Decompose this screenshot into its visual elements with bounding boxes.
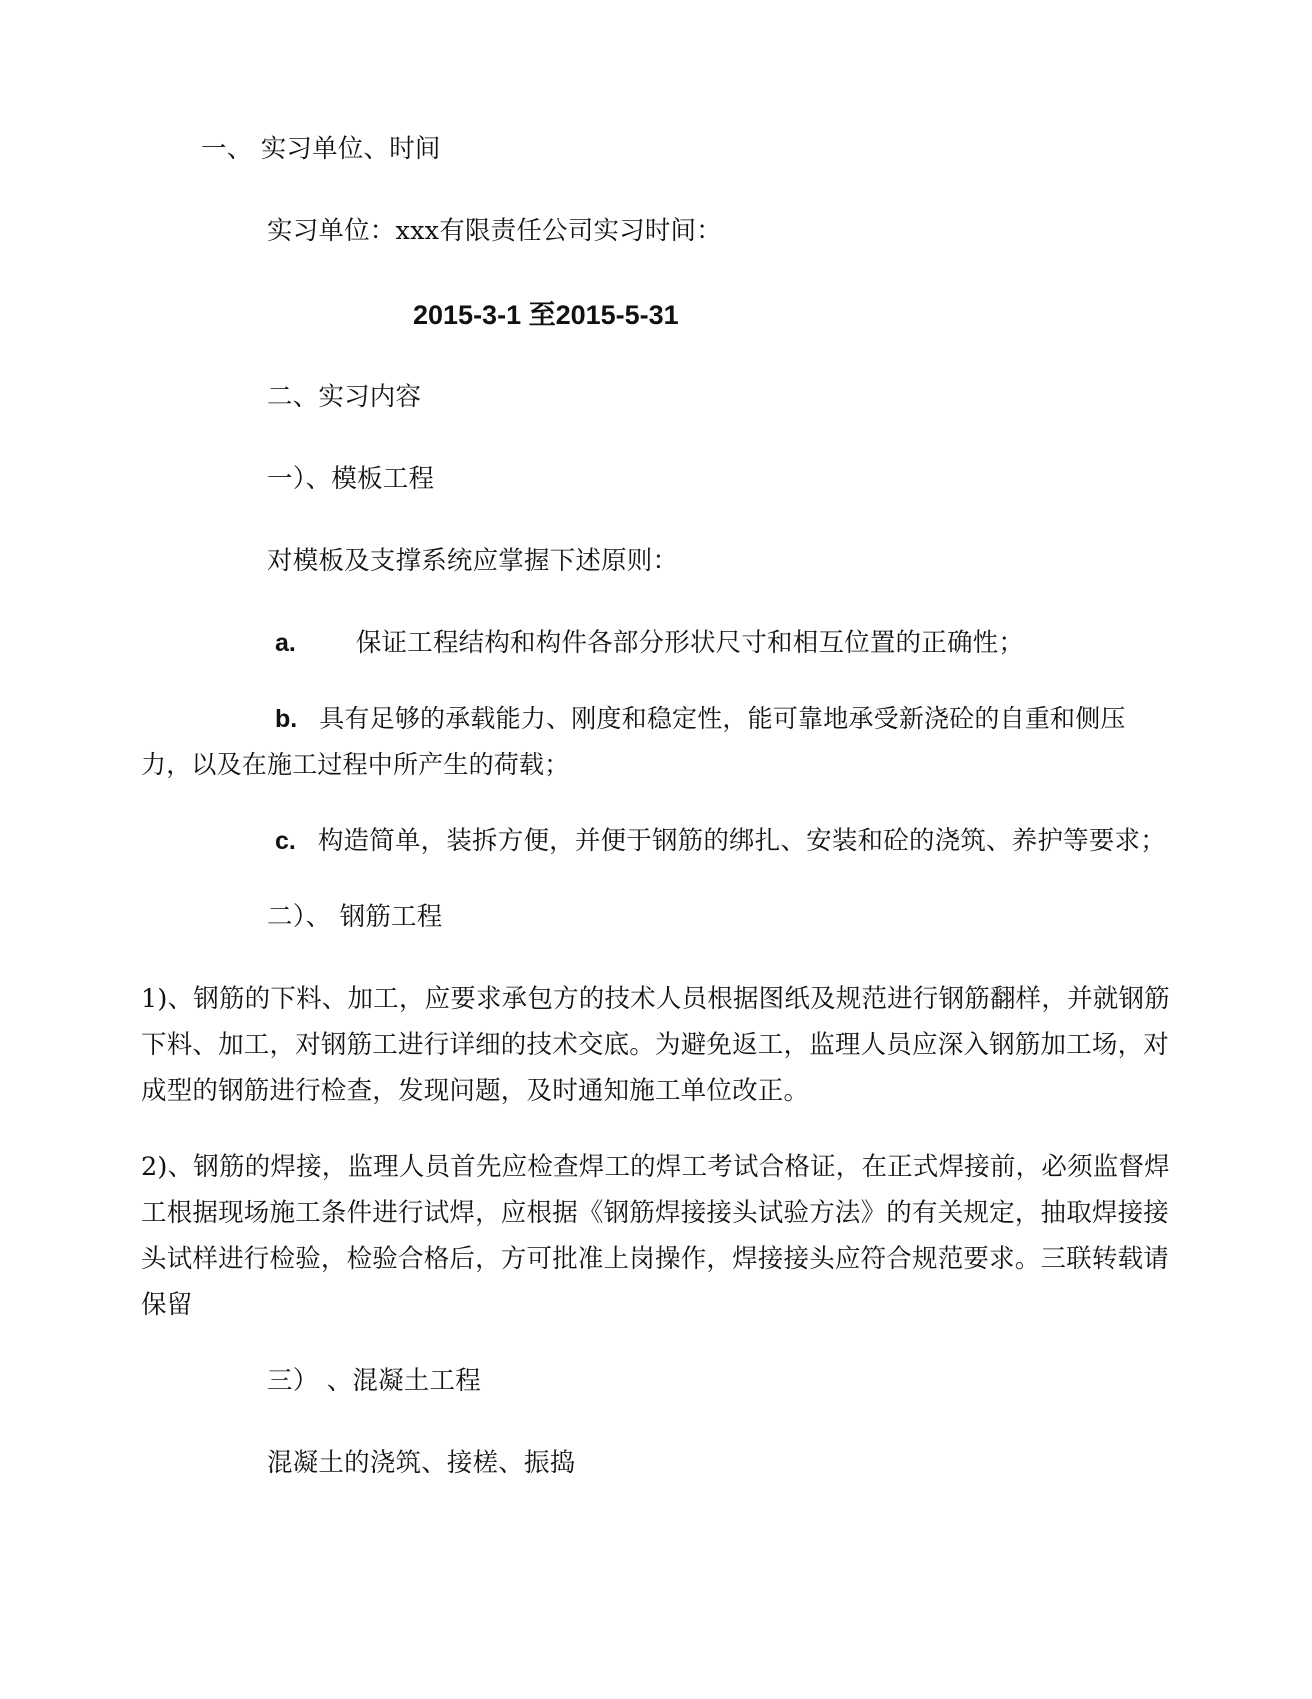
internship-unit-line: 实习单位：xxx有限责任公司实习时间： — [267, 216, 722, 246]
list-item-c-text: 构造简单，装拆方便，并便于钢筋的绑扎、安装和砼的浇筑、养护等要求； — [317, 826, 1166, 856]
list-marker-1: 1)、 — [141, 984, 194, 1014]
list-marker-b: b. — [275, 705, 298, 733]
list-item-1 — [141, 976, 1171, 1114]
list-marker-c: c. — [275, 827, 296, 855]
list-item-2 — [141, 1144, 1171, 1328]
list-item-a — [141, 620, 1171, 666]
subsection-heading-formwork: 一）、模板工程 — [267, 464, 435, 494]
section-heading-1: 一、 实习单位、时间 — [201, 134, 441, 164]
list-item-1-text: 钢筋的下料、加工，应要求承包方的技术人员根据图纸及规范进行钢筋翻样，并就钢筋下料、加工，对钢筋工进行详细的技术交底。为避免返工，监理人员应深入钢筋加工场，对成型的钢筋进行检查，发现问题，及时通知施工单位改正。 — [141, 984, 1170, 1106]
subsection-heading-rebar: 二）、 钢筋工程 — [267, 902, 443, 932]
list-item-c — [141, 818, 1171, 864]
subsection-heading-concrete: 三） 、混凝土工程 — [267, 1366, 481, 1396]
formwork-principles-lead: 对模板及支撑系统应掌握下述原则： — [267, 546, 679, 576]
list-item-b-text: 具有足够的承载能力、刚度和稳定性，能可靠地承受新浇砼的自重和侧压力，以及在施工过程中所产生的荷载； — [141, 704, 1126, 779]
concrete-lead-text: 混凝土的浇筑、接槎、振捣 — [267, 1448, 576, 1478]
document-body — [141, 126, 1171, 1516]
internship-date-range: 2015-3-1 至2015-5-31 — [413, 300, 679, 330]
list-marker-2: 2)、 — [141, 1152, 194, 1182]
list-item-b — [141, 696, 1171, 788]
list-item-a-text: 保证工程结构和构件各部分形状尺寸和相互位置的正确性； — [355, 628, 1025, 658]
section-heading-2: 二、实习内容 — [267, 382, 422, 412]
list-marker-a: a. — [275, 629, 296, 657]
list-item-2-text: 钢筋的焊接，监理人员首先应检查焊工的焊工考试合格证，在正式焊接前，必须监督焊工根据现场施工条件进行试焊，应根据《钢筋焊接接头试验方法》的有关规定，抽取焊接接头试样进行检验，检验合格后，方可批准上岗操作，焊接接头应符合规范要求。三联转载请保留 — [141, 1152, 1170, 1320]
